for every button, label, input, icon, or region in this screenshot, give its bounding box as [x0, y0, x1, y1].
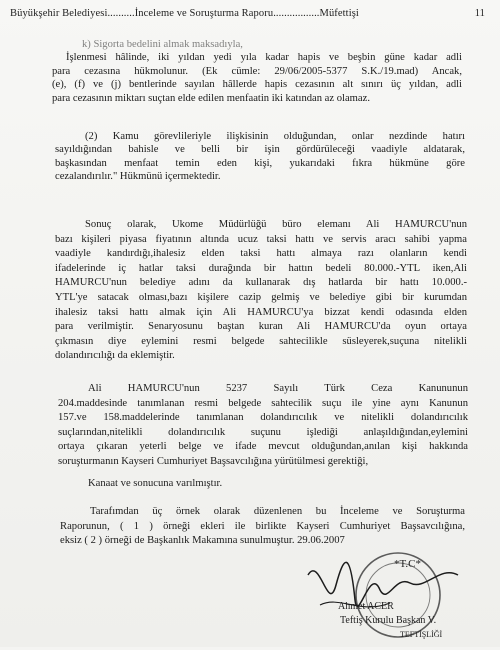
paragraph-line: cezalandırılır." Hükmünü içermektedir.: [55, 171, 221, 183]
paragraph-line: sayıldığından bahisle ve belli bir işin gördürüleceği vaadiyle aldatarak,: [55, 144, 465, 156]
opinion-line: Kanaat ve sonucuna varılmıştır.: [88, 478, 223, 489]
stamp-bottom-text: TEFTİŞLİĞİ: [400, 630, 443, 639]
paragraph-line: dolandırıcılığı da eklemiştir.: [55, 350, 175, 362]
paragraph-line: YTL'ye satacak olması,bazı kişilere cazip gelmiş ve belediye gibi bir kurumdan: [55, 291, 467, 303]
paragraph-line: HAMURCU'nun belediye adını da kullanarak dış hatlarda bir hattı 10.000.-: [55, 277, 467, 289]
paragraph-line: çıkmasın diye eylemini resmi belgede sahtecilikle süsleyerek,suçuna nitelikli: [55, 335, 467, 347]
stamp-top-text: *T.C*: [394, 558, 421, 570]
paragraph-conclusion: [55, 218, 467, 364]
page-number: 11: [474, 8, 485, 19]
signature-area: [300, 545, 480, 645]
section-k-line: (e), (f) ve (j) bentlerinde sayılan hâllerde hapis cezasının alt sınırı üç yıldan, adli: [52, 79, 462, 91]
paragraph-line: (2) Kamu görevlileriyle ilişkisinin olduğundan, onlar nezdinde hatırı: [85, 131, 465, 142]
paragraph-line: Tarafımdan üç örnek olarak düzenlenen bu İnceleme ve Soruşturma: [90, 506, 465, 517]
section-k-line: İşlenmesi hâlinde, iki yıldan yedi yıla kadar hapis ve beşbin güne kadar adli: [66, 52, 462, 64]
section-k-line: para cezasının miktarı suçtan elde edilen menfaatin iki katından az olamaz.: [52, 92, 370, 104]
section-k-line: para cezasına hükmolunur. (Ek cümle: 29/06/2005-5377 S.K./19.mad) Ancak,: [52, 65, 462, 77]
paragraph-line: ifadelerinde iç hatlar taksi durağında bir hattın bedeli 80.000.-YTL iken,Ali: [55, 262, 467, 274]
signature-stroke: [308, 562, 458, 606]
paragraph-submission: [60, 505, 465, 549]
signer-title: Teftiş Kurulu Başkan V.: [340, 615, 437, 626]
paragraph-line: başkasından menfaat temin eden kişi, yukarıdaki fıkra hükmüne göre: [55, 157, 465, 169]
paragraph-line: Ali HAMURCU'nun 5237 Sayılı Türk Ceza Kanununun: [88, 383, 468, 394]
paragraph-line: vaadiyle kandırdığı,ihalesiz elden taksi hattı almaya razı olanların kendi: [55, 248, 467, 260]
paragraph-line: Sonuç olarak, Ukome Müdürlüğü büro elemanı Ali HAMURCU'nun: [85, 219, 467, 230]
section-k: [52, 38, 462, 105]
page-header: [10, 8, 485, 19]
paragraph-line: 204.maddesinde tanımlanan resmi belgede sahtecilik suçu ile yine aynı Kanunun: [58, 397, 468, 409]
paragraph-line: eksiz ( 2 ) örneği de Başkanlık Makamına sunulmuştur. 29.06.2007: [60, 535, 345, 547]
paragraph-line: soruşturmanın Kayseri Cumhuriyet Başsavcılığına yürütülmesi gerektiği,: [58, 455, 369, 467]
paragraph-line: 157.ve 158.maddelerinde tanımlanan dolandırıcılık ve nitelikli dolandırıcılık: [58, 412, 468, 424]
section-k-heading: k) Sigorta bedelini almak maksadıyla,: [82, 39, 243, 50]
paragraph-line: para verilmiştir. Senaryosunu baştan kuran Ali HAMURCU'da oyun ortaya: [55, 321, 467, 333]
stamp-and-signature: [300, 545, 480, 645]
signer-name: Ahmet ACER: [338, 601, 394, 612]
paragraph-line: Raporunun, ( 1 ) örneği ekleri ile birlikte Kayseri Cumhuriyet Başsavcılığına,: [60, 520, 465, 532]
paragraph-law: [58, 382, 468, 470]
paragraph-line: ortaya çıkaran yeterli belge ve ifade mevcut olduğundan,anılan kişi hakkında: [58, 441, 468, 453]
header-title: Büyükşehir Belediyesi..........İnceleme ve Soruşturma Raporu.................Müfettişi: [10, 8, 359, 19]
paragraph-line: ihalesiz taksi hattı almak için Ali HAMURCU'ya bizzat kendi odasında elden: [55, 306, 467, 318]
paragraph-line: bazı kişileri piyasa fiyatının altında ucuz taksi hattı ve servis aracı sahibi yapma: [55, 233, 467, 245]
paragraph-2: [55, 130, 465, 184]
paragraph-line: suçlarından,nitelikli dolandırıcılık suçunu işlediği anlaşıldığından,eylemini: [58, 426, 468, 438]
